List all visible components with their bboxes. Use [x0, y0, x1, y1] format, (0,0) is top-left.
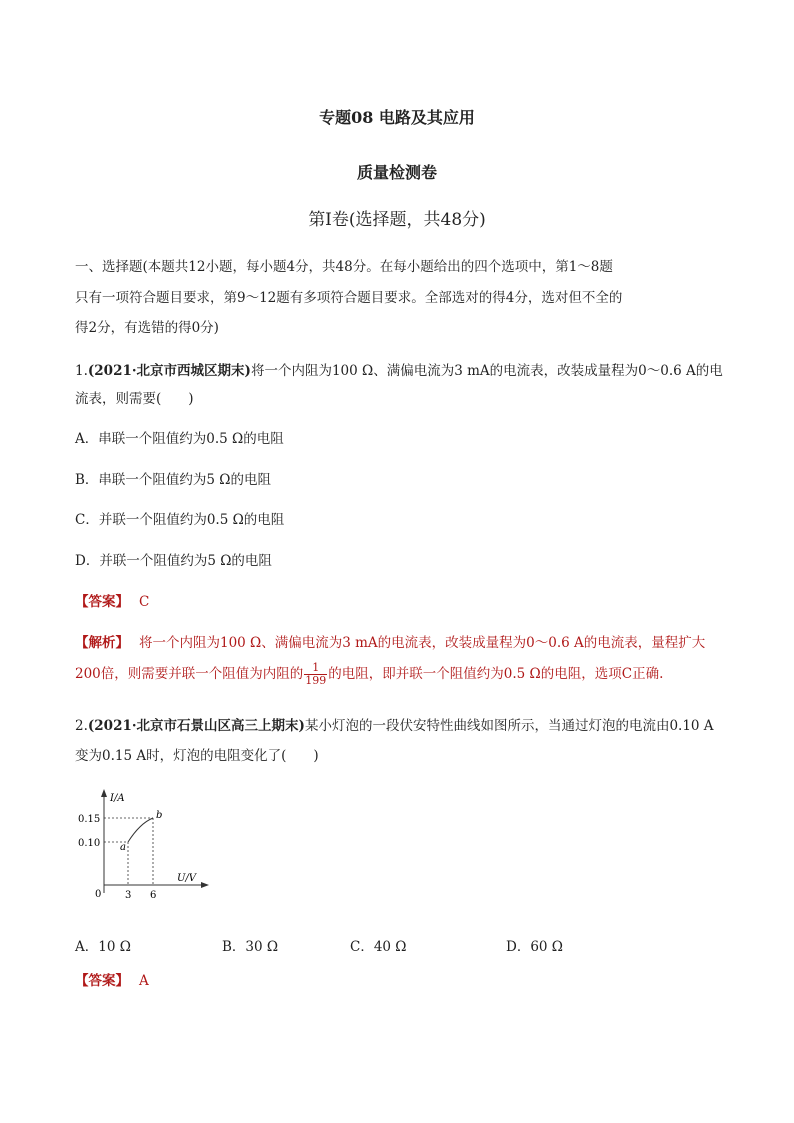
- q1-stem-line-2: 流表，则需要( ): [75, 391, 194, 407]
- q2-answer-value: A: [139, 973, 149, 989]
- q2-source: (2021·北京市石景山区高三上期末): [87, 718, 305, 734]
- q1-analysis-line-1: [75, 637, 705, 651]
- x-axis-arrow-icon: [201, 882, 209, 888]
- q1-source: (2021·北京市西城区期末): [87, 363, 251, 379]
- q1-fraction-numerator: 1: [304, 662, 327, 675]
- q1-answer-value: C: [139, 594, 150, 610]
- q2-text-1: 某小灯泡的一段伏安特性曲线如图所示，当通过灯泡的电流由0.10 A: [304, 718, 714, 734]
- q1-analysis-text-2a: 200倍，则需要并联一个阻值为内阻的: [75, 666, 304, 683]
- y-tick-0.10: 0.10: [78, 838, 101, 849]
- instructions-line-3: 得2分，有选错的得0分): [75, 320, 219, 336]
- point-b-label: b: [156, 810, 163, 821]
- x-tick-6: 6: [150, 890, 157, 901]
- q1-answer-label: 【答案】: [75, 594, 129, 610]
- q1-analysis-text-1: 将一个内阻为100 Ω、满偏电流为3 mA的电流表，改装成量程为0～0.6 A的电流表，量程扩大: [139, 635, 706, 651]
- document-title: 专题08 电路及其应用: [319, 108, 475, 127]
- q2-option-b: B．30 Ω: [222, 939, 279, 955]
- q1-fraction: [304, 662, 327, 687]
- iv-characteristic-graph: [75, 785, 215, 910]
- q2-answer: [75, 975, 149, 989]
- q1-option-a: A．串联一个阻值约为0.5 Ω的电阻: [75, 431, 284, 447]
- instructions-line-1: 一、选择题(本题共12小题，每小题4分，共48分。在每小题给出的四个选项中，第1～8题: [75, 259, 613, 275]
- q1-number: 1.: [75, 363, 88, 379]
- y-axis-arrow-icon: [101, 789, 107, 797]
- q1-analysis-text-2b: 的电阻，即并联一个阻值约为0.5 Ω的电阻，选项C正确.: [328, 666, 664, 683]
- q2-number: 2.: [75, 718, 88, 734]
- origin-label: 0: [95, 889, 102, 900]
- document-subtitle: 质量检测卷: [356, 163, 437, 182]
- q1-answer: [75, 596, 149, 610]
- q1-text-1: 将一个内阻为100 Ω、满偏电流为3 mA的电流表，改装成量程为0～0.6 A的电: [250, 363, 723, 379]
- y-axis-label: I/A: [110, 793, 125, 804]
- x-tick-3: 3: [125, 890, 132, 901]
- q2-stem-line-2: 变为0.15 A时，灯泡的电阻变化了( ): [75, 748, 319, 764]
- q2-option-c: C．40 Ω: [350, 939, 407, 955]
- q1-option-c: C．并联一个阻值约为0.5 Ω的电阻: [75, 512, 285, 528]
- q1-analysis-line-2: [75, 662, 663, 687]
- q1-analysis-label: 【解析】: [75, 635, 129, 651]
- q2-answer-label: 【答案】: [75, 973, 129, 989]
- q1-stem-line-1: [75, 365, 723, 379]
- y-tick-0.15: 0.15: [78, 814, 101, 825]
- x-axis-label: U/V: [177, 873, 197, 884]
- instructions-line-2: 只有一项符合题目要求，第9～12题有多项符合题目要求。全部选对的得4分，选对但不全的: [75, 290, 623, 306]
- q1-option-b: B．串联一个阻值约为5 Ω的电阻: [75, 472, 271, 488]
- q1-fraction-denominator: 199: [305, 674, 327, 688]
- section-heading: 第Ⅰ卷(选择题，共48分): [308, 210, 486, 230]
- q2-stem-line-1: [75, 720, 714, 734]
- q2-option-a: A．10 Ω: [75, 939, 131, 955]
- q1-option-d: D．并联一个阻值约为5 Ω的电阻: [75, 553, 272, 569]
- iv-curve: [128, 818, 153, 842]
- q2-option-d: D．60 Ω: [506, 939, 563, 955]
- point-a-label: a: [120, 842, 126, 853]
